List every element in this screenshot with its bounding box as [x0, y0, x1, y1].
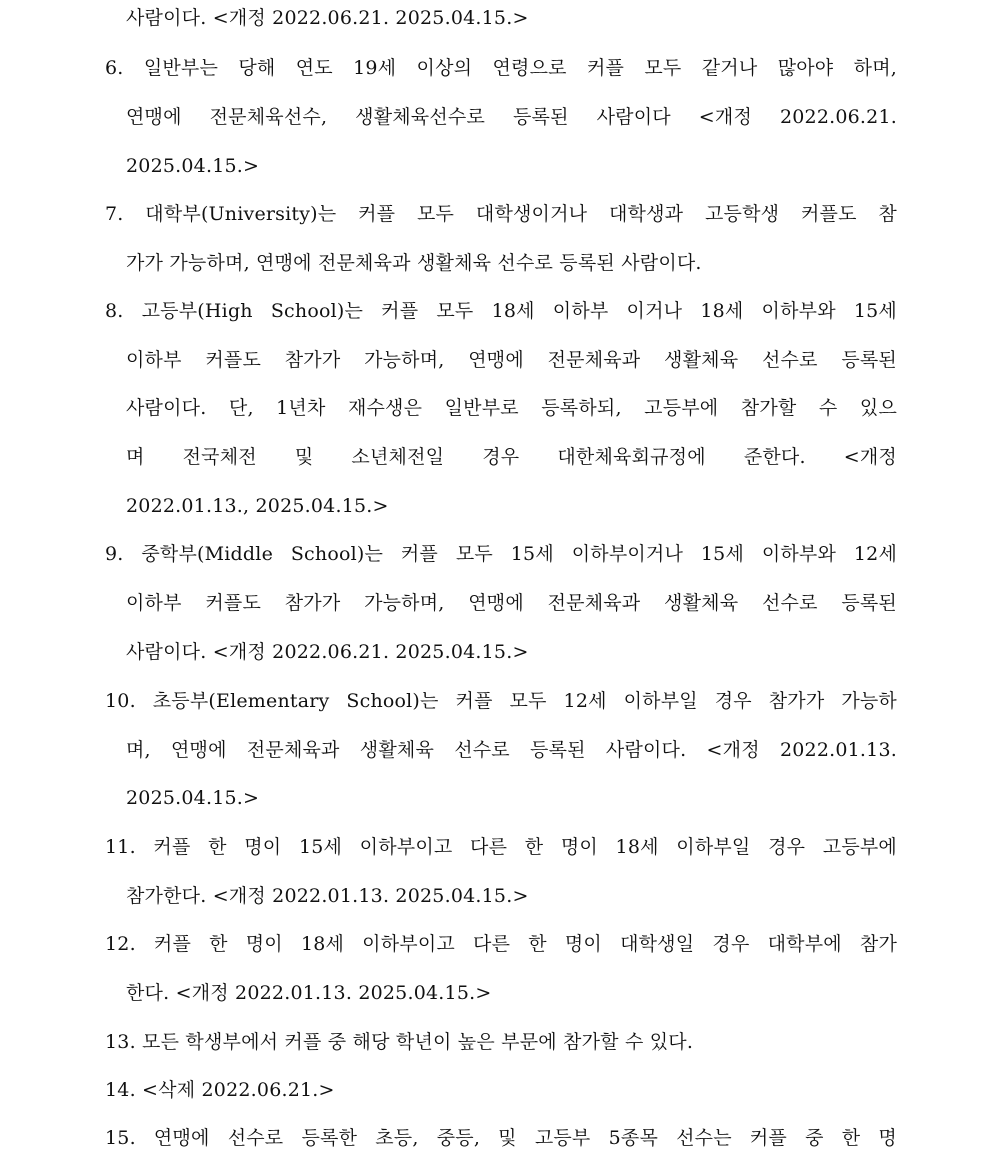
- text-line: 연맹에 전문체육선수, 생활체육선수로 등록된 사람이다 <개정 2022.06.21.: [126, 106, 897, 128]
- text-line: 2025.04.15.>: [126, 155, 260, 177]
- list-item-7: 7. 대학부(University)는 커플 모두 대학생이거나 대학생과 고등학생 커플도 참: [105, 203, 897, 225]
- list-item-12: 12. 커플 한 명이 18세 이하부이고 다른 한 명이 대학생일 경우 대학부에 참가: [105, 933, 897, 955]
- list-item-8: 8. 고등부(High School)는 커플 모두 18세 이하부 이거나 18세 이하부와 15세: [105, 300, 897, 322]
- list-item-14: 14. <삭제 2022.06.21.>: [105, 1079, 335, 1101]
- list-item-10: 10. 초등부(Elementary School)는 커플 모두 12세 이하부일 경우 참가가 가능하: [105, 690, 897, 712]
- list-item-6: 6. 일반부는 당해 연도 19세 이상의 연령으로 커플 모두 같거나 많아야 하며,: [105, 57, 897, 79]
- text-line: 며, 연맹에 전문체육과 생활체육 선수로 등록된 사람이다. <개정 2022.01.13.: [126, 739, 897, 761]
- text-line: 이하부 커플도 참가가 가능하며, 연맹에 전문체육과 생활체육 선수로 등록된: [126, 592, 897, 614]
- text-line: 한다. <개정 2022.01.13. 2025.04.15.>: [126, 982, 492, 1004]
- list-item-9: 9. 중학부(Middle School)는 커플 모두 15세 이하부이거나 15세 이하부와 12세: [105, 543, 897, 565]
- list-item-11: 11. 커플 한 명이 15세 이하부이고 다른 한 명이 18세 이하부일 경우 고등부에: [105, 836, 897, 858]
- list-item-15: 15. 연맹에 선수로 등록한 초등, 중등, 및 고등부 5종목 선수는 커플 중 한 명: [105, 1127, 897, 1149]
- text-line: 며 전국체전 및 소년체전일 경우 대한체육회규정에 준한다. <개정: [126, 446, 897, 468]
- text-line: 가가 가능하며, 연맹에 전문체육과 생활체육 선수로 등록된 사람이다.: [126, 252, 702, 274]
- text-line: 사람이다. <개정 2022.06.21. 2025.04.15.>: [126, 641, 529, 663]
- list-item-13: 13. 모든 학생부에서 커플 중 해당 학년이 높은 부문에 참가할 수 있다.: [105, 1031, 694, 1053]
- text-line: 사람이다. <개정 2022.06.21. 2025.04.15.>: [126, 7, 529, 29]
- text-line: 2022.01.13., 2025.04.15.>: [126, 495, 389, 517]
- text-line: 사람이다. 단, 1년차 재수생은 일반부로 등록하되, 고등부에 참가할 수 있으: [126, 397, 897, 419]
- text-line: 참가한다. <개정 2022.01.13. 2025.04.15.>: [126, 885, 529, 907]
- text-line: 이하부 커플도 참가가 가능하며, 연맹에 전문체육과 생활체육 선수로 등록된: [126, 349, 897, 371]
- text-line: 2025.04.15.>: [126, 787, 260, 809]
